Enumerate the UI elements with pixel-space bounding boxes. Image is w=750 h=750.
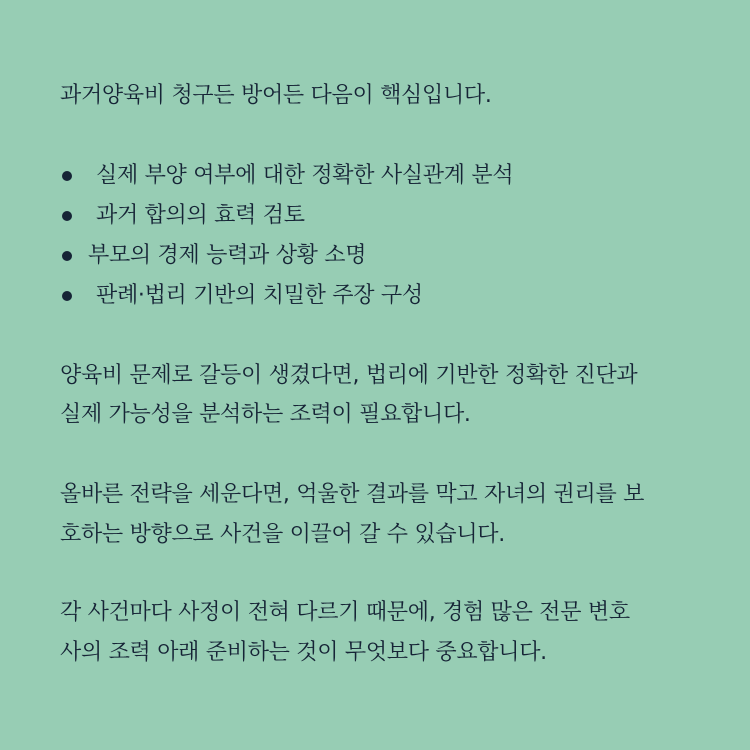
text-card: [60, 0, 720, 750]
paragraph-line: 각 사건마다 사정이 전혀 다르기 때문에, 경험 많은 전문 변호: [60, 600, 630, 625]
paragraph-line: 사의 조력 아래 준비하는 것이 무엇보다 중요합니다.: [60, 640, 547, 665]
bullet-item: [60, 241, 700, 271]
bullet-dot-icon: [62, 251, 72, 261]
bullet-text: 실제 부양 여부에 대한 정확한 사실관계 분석: [96, 163, 514, 188]
paragraph-line: 실제 가능성을 분석하는 조력이 필요합니다.: [60, 402, 471, 427]
bullet-item: [60, 201, 700, 231]
paragraph-line: 양육비 문제로 갈등이 생겼다면, 법리에 기반한 정확한 진단과: [60, 363, 638, 388]
bullet-text: 과거 합의의 효력 검토: [96, 203, 305, 228]
bullet-text: 부모의 경제 능력과 상황 소명: [88, 243, 367, 268]
paragraph-line: 호하는 방향으로 사건을 이끌어 갈 수 있습니다.: [60, 522, 505, 547]
bullet-dot-icon: [62, 171, 72, 181]
bullet-item: [60, 281, 700, 311]
bullet-dot-icon: [62, 291, 72, 301]
bullet-item: [60, 161, 700, 191]
bullet-dot-icon: [62, 211, 72, 221]
intro-text: 과거양육비 청구든 방어든 다음이 핵심입니다.: [60, 83, 492, 108]
bullet-text: 판례·법리 기반의 치밀한 주장 구성: [96, 283, 423, 308]
paragraph-line: 올바른 전략을 세운다면, 억울한 결과를 막고 자녀의 권리를 보: [60, 482, 645, 507]
